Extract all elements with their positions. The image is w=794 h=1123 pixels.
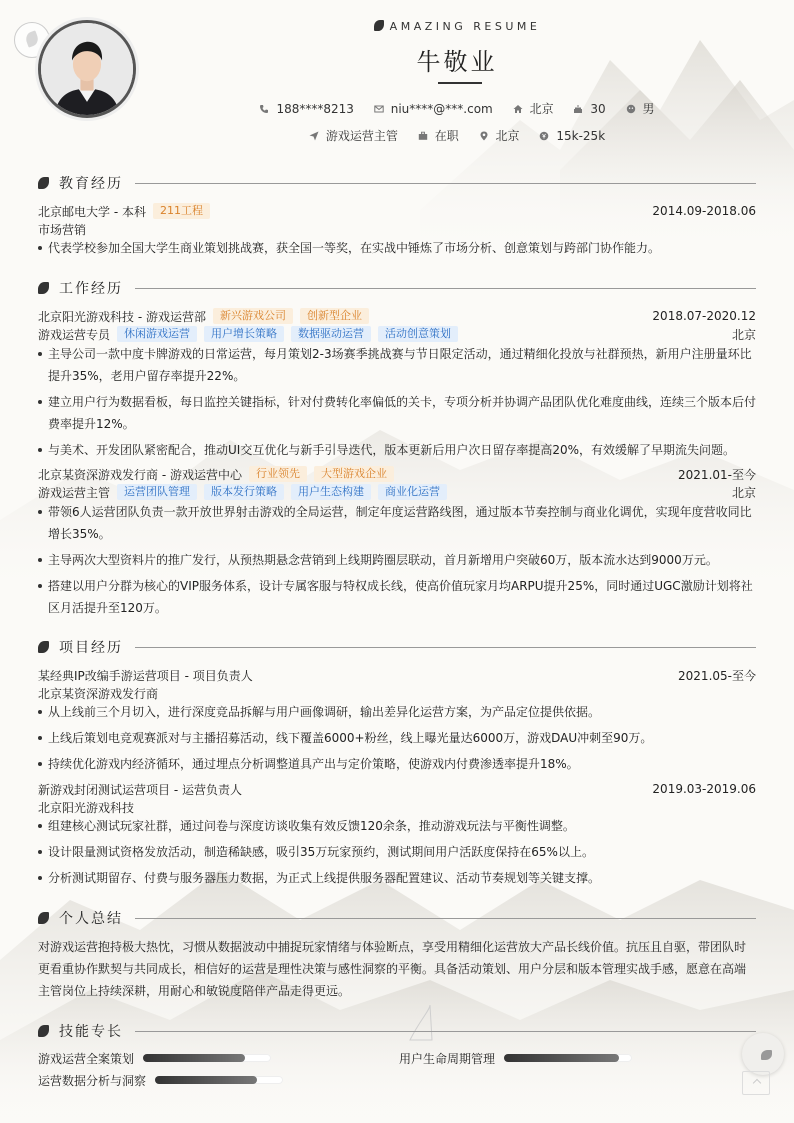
work-entry-sub	[38, 325, 756, 343]
list-item: 主导公司一款中度卡牌游戏的日常运营，每月策划2-3场赛季挑战赛与节日限定活动，通过精细化投放与社群预热，新用户注册量环比提升35%，老用户留存率提升22%。	[38, 343, 756, 387]
list-item: 建立用户行为数据看板，每日监控关键指标，针对付费转化率偏低的关卡，专项分析并协调产品团队优化难度曲线，连续三个版本后付费率提升12%。	[38, 391, 756, 435]
leaf-icon	[38, 282, 49, 294]
work-bullets	[38, 343, 756, 465]
role-tag: 休闲游戏运营	[117, 326, 197, 342]
list-item: 代表学校参加全国大学生商业策划挑战赛，获全国一等奖，在实战中锤炼了市场分析、创意策划与跨部门协作能力。	[38, 237, 756, 259]
work-entry-head	[38, 465, 756, 483]
company-name: 北京阳光游戏科技 - 游戏运营部	[38, 309, 206, 324]
section-title-projects: 项目经历	[59, 640, 123, 656]
project-date: 2019.03-2019.06	[652, 782, 756, 796]
briefcase-icon	[418, 131, 428, 141]
company-tag: 新兴游戏公司	[213, 308, 293, 324]
job-info-row	[120, 127, 794, 144]
project-entry-head	[38, 666, 756, 684]
project-org: 北京某资深游戏发行商	[38, 686, 159, 701]
company-tag: 创新型企业	[300, 308, 369, 324]
section-divider	[135, 918, 756, 919]
section-skills	[38, 1021, 756, 1041]
location-text: 北京	[495, 129, 520, 143]
skill-bar	[155, 1076, 283, 1084]
work-entry-sub	[38, 483, 756, 501]
skill-bar-fill	[143, 1054, 245, 1062]
section-title-summary: 个人总结	[59, 911, 123, 927]
gender-text: 男	[642, 102, 655, 116]
skill-bar	[143, 1054, 271, 1062]
skill-name: 用户生命周期管理	[399, 1051, 496, 1066]
list-item: 分析测试期留存、付费与服务器压力数据，为正式上线提供服务器配置建议、活动节奏规划等关键支撑。	[38, 867, 756, 889]
skill-item	[38, 1072, 283, 1088]
section-divider	[135, 183, 756, 184]
scroll-top-button[interactable]	[742, 1071, 770, 1095]
list-item: 持续优化游戏内经济循环，通过埋点分析调整道具产出与定价策略，使游戏内付费渗透率提升18%。	[38, 753, 756, 775]
list-item: 主导两次大型资料片的推广发行，从预热期悬念营销到上线期跨圈层联动，首月新增用户突破60万，版本流水达到9000万元。	[38, 549, 756, 571]
project-title: 新游戏封闭测试运营项目 - 运营负责人	[38, 782, 242, 797]
work-date: 2021.01-至今	[678, 467, 756, 482]
section-title-skills: 技能专长	[59, 1024, 123, 1040]
leaf-icon	[374, 20, 384, 31]
leaf-icon	[38, 1025, 49, 1037]
education-entry-sub	[38, 220, 756, 238]
section-divider	[135, 647, 756, 648]
skill-name: 游戏运营全案策划	[38, 1051, 135, 1066]
list-item: 从上线前三个月切入，进行深度竞品拆解与用户画像调研，输出差异化运营方案，为产品定位提供依据。	[38, 701, 756, 723]
role-tag: 运营团队管理	[117, 484, 197, 500]
list-item: 上线后策划电竞观赛派对与主播招募活动，线下覆盖6000+粉丝，线上曝光量达6000万，游戏DAU冲刺至90万。	[38, 727, 756, 749]
leaf-icon	[38, 177, 49, 189]
status-item	[418, 127, 459, 144]
name-underline	[438, 82, 482, 84]
work-entry-head	[38, 307, 756, 325]
education-entry-head	[38, 202, 756, 220]
phone-icon	[259, 104, 269, 114]
project-bullets	[38, 815, 756, 893]
salary-text: 15k-25k	[556, 129, 606, 143]
location-item	[479, 127, 520, 144]
phone-item	[259, 102, 353, 116]
project-org: 北京阳光游戏科技	[38, 800, 135, 815]
target-role-text: 游戏运营主管	[325, 129, 398, 143]
gender-item	[626, 100, 655, 117]
target-role-item	[309, 127, 398, 144]
company-tag: 大型游戏企业	[314, 466, 394, 482]
skill-bar-fill	[155, 1076, 257, 1084]
project-entry-head	[38, 780, 756, 798]
candidate-name: 牛敬业	[416, 48, 498, 76]
list-item: 设计限量测试资格发放活动，制造稀缺感，吸引35万玩家预约，测试期间用户活跃度保持在65%以上。	[38, 841, 756, 863]
contact-info-row	[120, 100, 794, 117]
role-tag: 版本发行策略	[204, 484, 284, 500]
salary-item	[539, 129, 605, 143]
work-date: 2018.07-2020.12	[652, 309, 756, 323]
section-divider	[135, 1031, 756, 1032]
role-tag: 用户生态构建	[291, 484, 371, 500]
education-bullets	[38, 237, 756, 263]
phone-text: 188****8213	[276, 102, 354, 116]
school-tag: 211工程	[153, 203, 210, 219]
skill-item	[399, 1050, 632, 1066]
send-icon	[309, 131, 319, 141]
leaf-icon	[38, 912, 49, 924]
home-item	[513, 100, 554, 117]
work-city: 北京	[731, 485, 756, 500]
role-tag: 用户增长策略	[204, 326, 284, 342]
project-title: 某经典IP改编手游运营项目 - 项目负责人	[38, 668, 253, 683]
list-item: 与美术、开发团队紧密配合，推动UI交互优化与新手引导迭代，版本更新后用户次日留存率提高20%，有效缓解了早期流失问题。	[38, 439, 756, 461]
list-item: 带领6人运营团队负责一款开放世界射击游戏的全局运营，制定年度运营路线图，通过版本节奏控制与商业化调优，实现年度营收同比增长35%。	[38, 501, 756, 545]
role-name: 游戏运营专员	[38, 327, 111, 342]
cake-icon	[573, 104, 583, 114]
home-icon	[513, 104, 523, 114]
section-summary	[38, 908, 756, 928]
list-item: 组建核心测试玩家社群，通过问卷与深度访谈收集有效反馈120余条，推动游戏玩法与平衡性调整。	[38, 815, 756, 837]
age-item	[573, 102, 605, 116]
list-item: 搭建以用户分群为核心的VIP服务体系，设计专属客服与特权成长线，使高价值玩家月均ARPU提升25%，同时通过UGC激励计划将社区月活提升至120万。	[38, 575, 756, 619]
company-name: 北京某资深游戏发行商 - 游戏运营中心	[38, 467, 242, 482]
school-name: 北京邮电大学 - 本科	[38, 204, 146, 219]
skill-name: 运营数据分析与洞察	[38, 1073, 147, 1088]
section-divider	[135, 288, 756, 289]
company-tag: 行业领先	[249, 466, 307, 482]
section-projects	[38, 637, 756, 657]
email-item	[374, 102, 493, 116]
project-entry-sub	[38, 684, 756, 702]
work-bullets	[38, 501, 756, 623]
brand-label	[0, 20, 794, 33]
section-education	[38, 173, 756, 193]
theme-toggle-button[interactable]	[742, 1033, 784, 1075]
brand-text: AMAZING RESUME	[389, 20, 541, 33]
skill-item	[38, 1050, 271, 1066]
section-title-education: 教育经历	[59, 176, 123, 192]
status-text: 在职	[434, 129, 459, 143]
leaf-icon	[38, 641, 49, 653]
role-tag: 商业化运营	[378, 484, 447, 500]
major-name: 市场营销	[38, 222, 87, 237]
role-name: 游戏运营主管	[38, 485, 111, 500]
skill-bar	[504, 1054, 632, 1062]
project-bullets	[38, 701, 756, 779]
summary-text: 对游戏运营抱持极大热忱，习惯从数据波动中捕捉玩家情绪与体验断点，享受用精细化运营放大产品长线价值。抗压且自驱，带团队时更看重协作默契与共同成长，相信好的运营是理性决策与感性洞察的平衡。具备活动策划、用户分层和版本管理实战手感，愿意在高端主管岗位上持续深耕，用耐心和敏锐度陪伴产品走得更远。	[38, 940, 747, 998]
education-date: 2014.09-2018.06	[652, 204, 756, 218]
gender-icon	[626, 104, 636, 114]
email-text: niu****@***.com	[390, 102, 493, 116]
role-tag: 活动创意策划	[378, 326, 458, 342]
project-entry-sub	[38, 798, 756, 816]
age-text: 30	[590, 102, 606, 116]
mail-icon	[374, 104, 384, 114]
skill-bar-fill	[504, 1054, 619, 1062]
home-text: 北京	[529, 102, 554, 116]
location-icon	[479, 131, 489, 141]
section-work	[38, 278, 756, 298]
role-tag: 数据驱动运营	[291, 326, 371, 342]
section-title-work: 工作经历	[59, 281, 123, 297]
project-date: 2021.05-至今	[678, 668, 756, 683]
work-city: 北京	[731, 327, 756, 342]
money-icon	[539, 131, 549, 141]
